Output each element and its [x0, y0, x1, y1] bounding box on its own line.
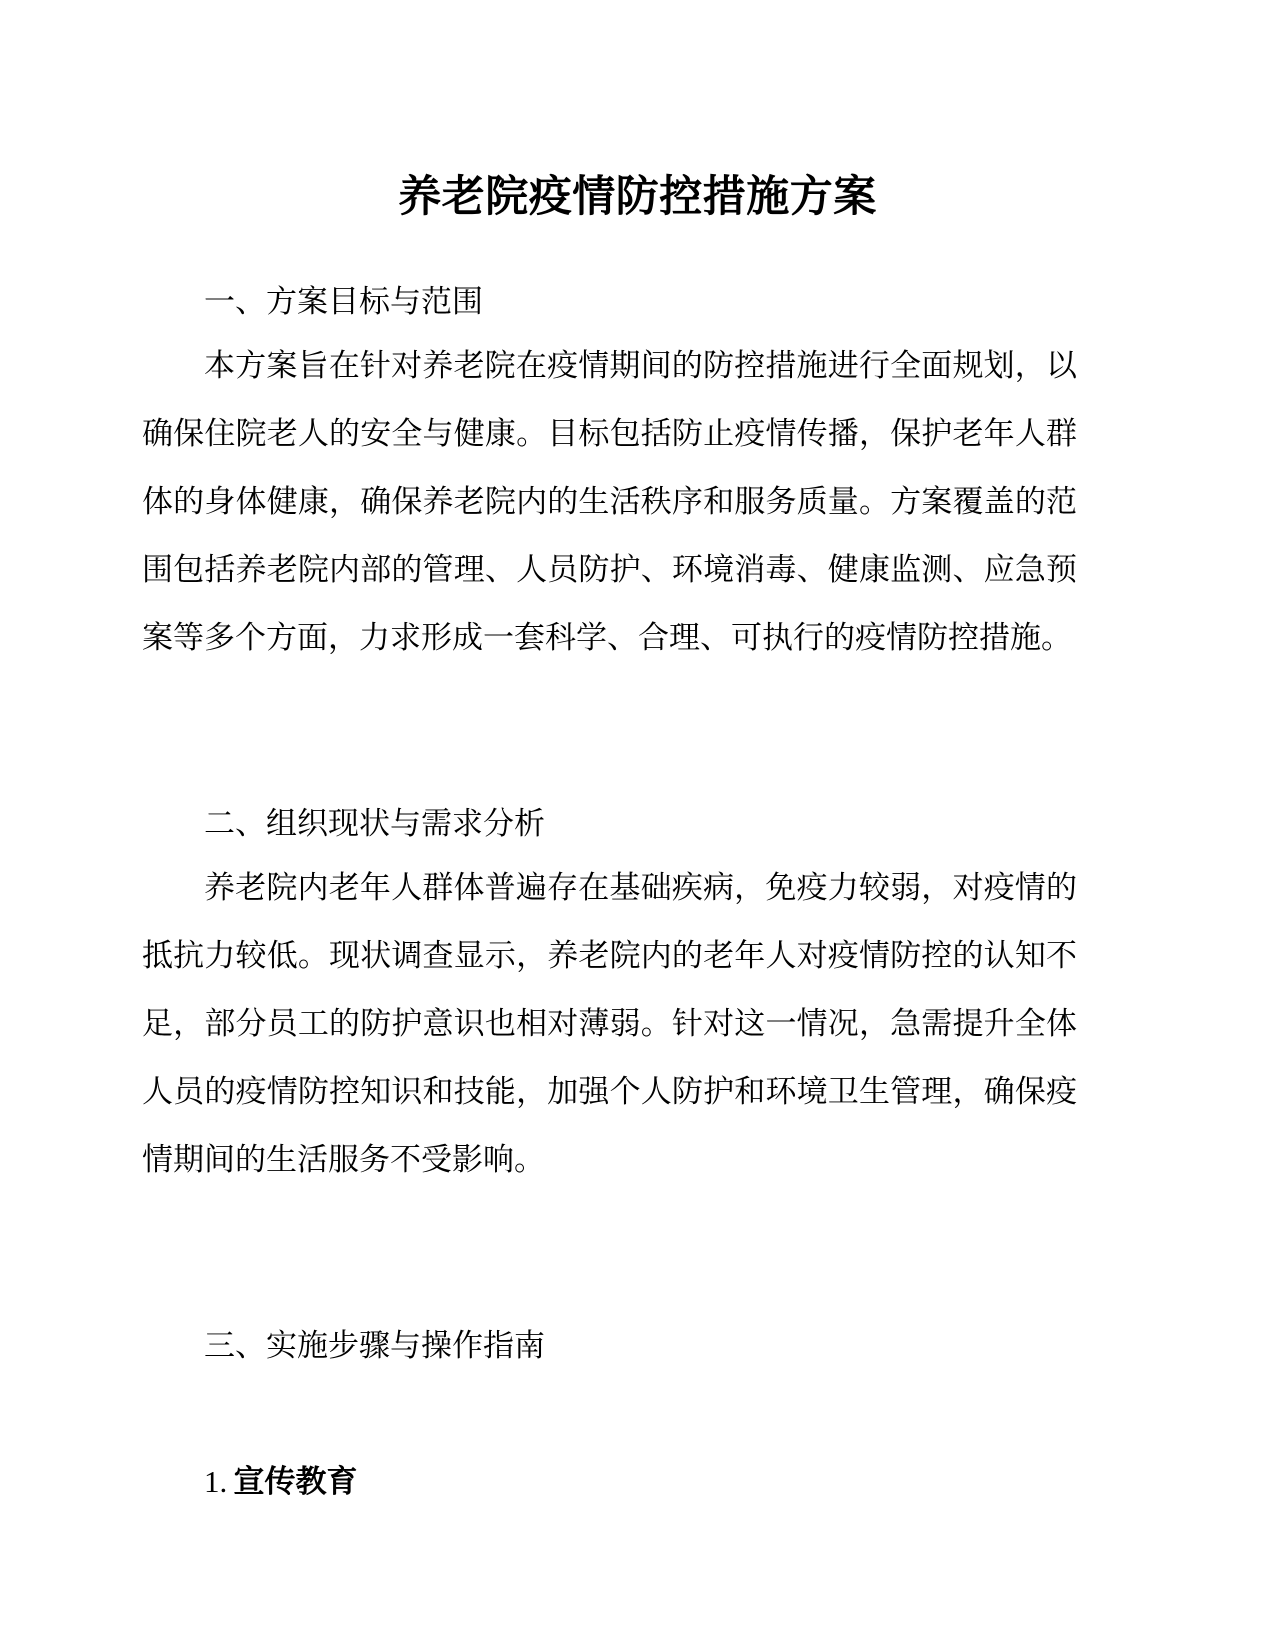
document-body: [142, 272, 1077, 1512]
section-heading-2: 二、组织现状与需求分析: [204, 806, 545, 841]
subheading-spacer: [142, 1376, 1077, 1452]
subsection-label: 宣传教育: [233, 1464, 358, 1499]
section-heading-3: 三、实施步骤与操作指南: [204, 1328, 545, 1363]
section-paragraph-1: 本方案旨在针对养老院在疫情期间的防控措施进行全面规划，以确保住院老人的安全与健康。目标包括防止疫情传播，保护老年人群体的身体健康，确保养老院内的生活秩序和服务质量。方案覆盖的范围包括养老院内部的管理、人员防护、环境消毒、健康监测、应急预案等多个方面，力求形成一套科学、合理、可执行的疫情防控措施。: [142, 348, 1077, 655]
page-title: 养老院疫情防控措施方案: [398, 172, 877, 221]
section-heading-1: 一、方案目标与范围: [204, 284, 483, 319]
section-paragraph-2: 养老院内老年人群体普遍存在基础疾病，免疫力较弱，对疫情的抵抗力较低。现状调查显示，养老院内的老年人对疫情防控的认知不足，部分员工的防护意识也相对薄弱。针对这一情况，急需提升全体人员的疫情防控知识和技能，加强个人防护和环境卫生管理，确保疫情期间的生活服务不受影响。: [142, 870, 1077, 1177]
section-spacer-1: [142, 672, 1077, 794]
section-spacer-2: [142, 1194, 1077, 1316]
subsection-number: 1.: [204, 1464, 234, 1499]
subsection-heading-1: [142, 1452, 1077, 1512]
